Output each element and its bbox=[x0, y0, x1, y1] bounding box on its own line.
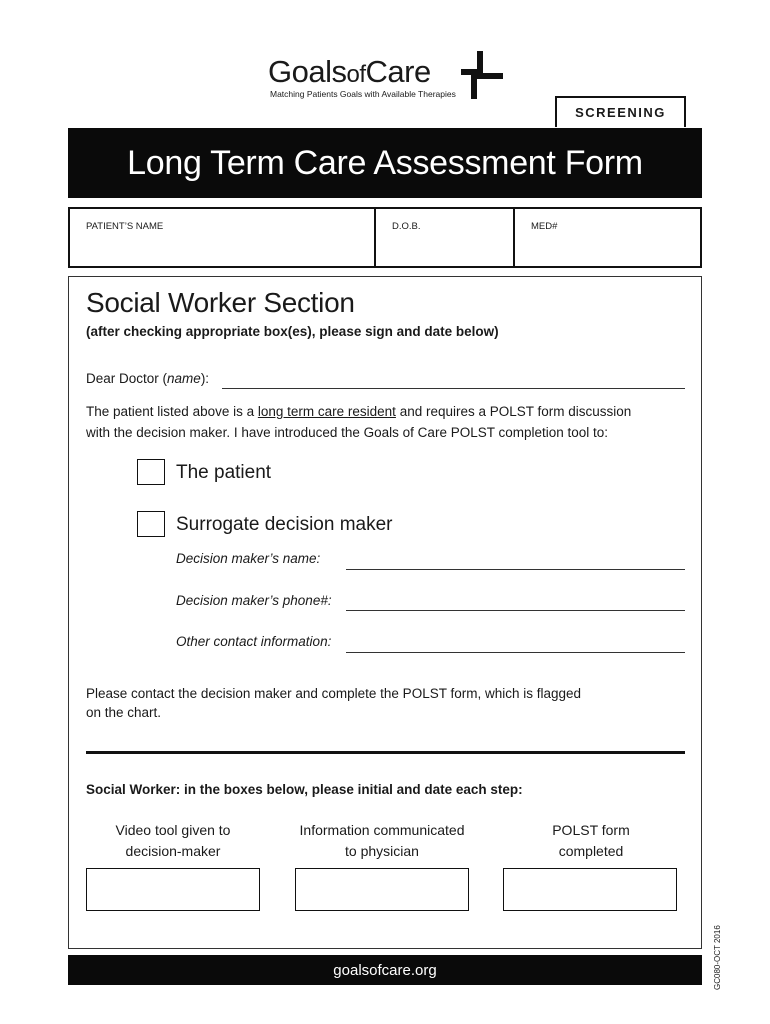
screening-tab: SCREENING bbox=[555, 96, 686, 127]
doctor-name-line[interactable] bbox=[222, 388, 685, 389]
step-polst-label: POLST form completed bbox=[552, 822, 630, 859]
step-polst-box[interactable] bbox=[503, 868, 677, 911]
footer-url: goalsofcare.org bbox=[68, 955, 702, 985]
step-video-label: Video tool given to decision-maker bbox=[115, 822, 231, 859]
signature-rule bbox=[86, 751, 685, 754]
sw-instruction: Social Worker: in the boxes below, please initial and date each step: bbox=[86, 782, 523, 797]
dm-name-line[interactable] bbox=[346, 569, 685, 570]
logo-of: of bbox=[346, 61, 366, 88]
dob-field[interactable] bbox=[376, 209, 513, 266]
dm-phone-label: Decision maker’s phone#: bbox=[176, 593, 332, 608]
patient-info-box bbox=[68, 207, 702, 268]
patient-option-label: The patient bbox=[176, 462, 272, 483]
patient-checkbox[interactable] bbox=[137, 459, 165, 485]
surrogate-checkbox[interactable] bbox=[137, 511, 165, 537]
section-heading: Social Worker Section bbox=[86, 287, 355, 318]
step-video-box[interactable] bbox=[86, 868, 260, 911]
surrogate-option-label: Surrogate decision maker bbox=[176, 514, 393, 535]
patient-name-field[interactable] bbox=[70, 209, 374, 266]
step-info-box[interactable] bbox=[295, 868, 469, 911]
logo-care: Care bbox=[365, 54, 431, 89]
step-info-label: Information communicated to physician bbox=[299, 822, 465, 859]
dob-label: D.O.B. bbox=[392, 221, 421, 232]
other-contact-label: Other contact information: bbox=[176, 634, 332, 649]
contact-paragraph-line1: Please contact the decision maker and complete the POLST form, which is flagged bbox=[86, 686, 582, 701]
form-title: Long Term Care Assessment Form bbox=[68, 128, 702, 198]
ltc-resident-text: long term care resident bbox=[257, 404, 396, 419]
intro-paragraph-line1: The patient listed above is a long term care resident and requires a POLST form discussion bbox=[86, 404, 632, 419]
med-label: MED# bbox=[531, 221, 558, 232]
dear-doctor-label: Dear Doctor (name): bbox=[86, 371, 210, 386]
dm-name-label: Decision maker’s name: bbox=[176, 551, 321, 566]
med-field[interactable] bbox=[515, 209, 700, 266]
logo-tagline: Matching Patients Goals with Available Therapies bbox=[270, 89, 456, 99]
logo-wordmark bbox=[268, 54, 431, 90]
logo-goals: Goals bbox=[268, 54, 347, 89]
intro-paragraph-line2: with the decision maker. I have introduced the Goals of Care POLST completion tool to: bbox=[86, 425, 609, 440]
section-subheading: (after checking appropriate box(es), please sign and date below) bbox=[86, 324, 499, 339]
dm-phone-line[interactable] bbox=[346, 610, 685, 611]
logo-cross-icon bbox=[461, 51, 503, 99]
other-contact-line[interactable] bbox=[346, 652, 685, 653]
patient-name-label: PATIENT’S NAME bbox=[86, 221, 164, 232]
form-code: GC080-OCT 2016 bbox=[713, 925, 722, 990]
contact-paragraph-line2: on the chart. bbox=[86, 705, 162, 720]
